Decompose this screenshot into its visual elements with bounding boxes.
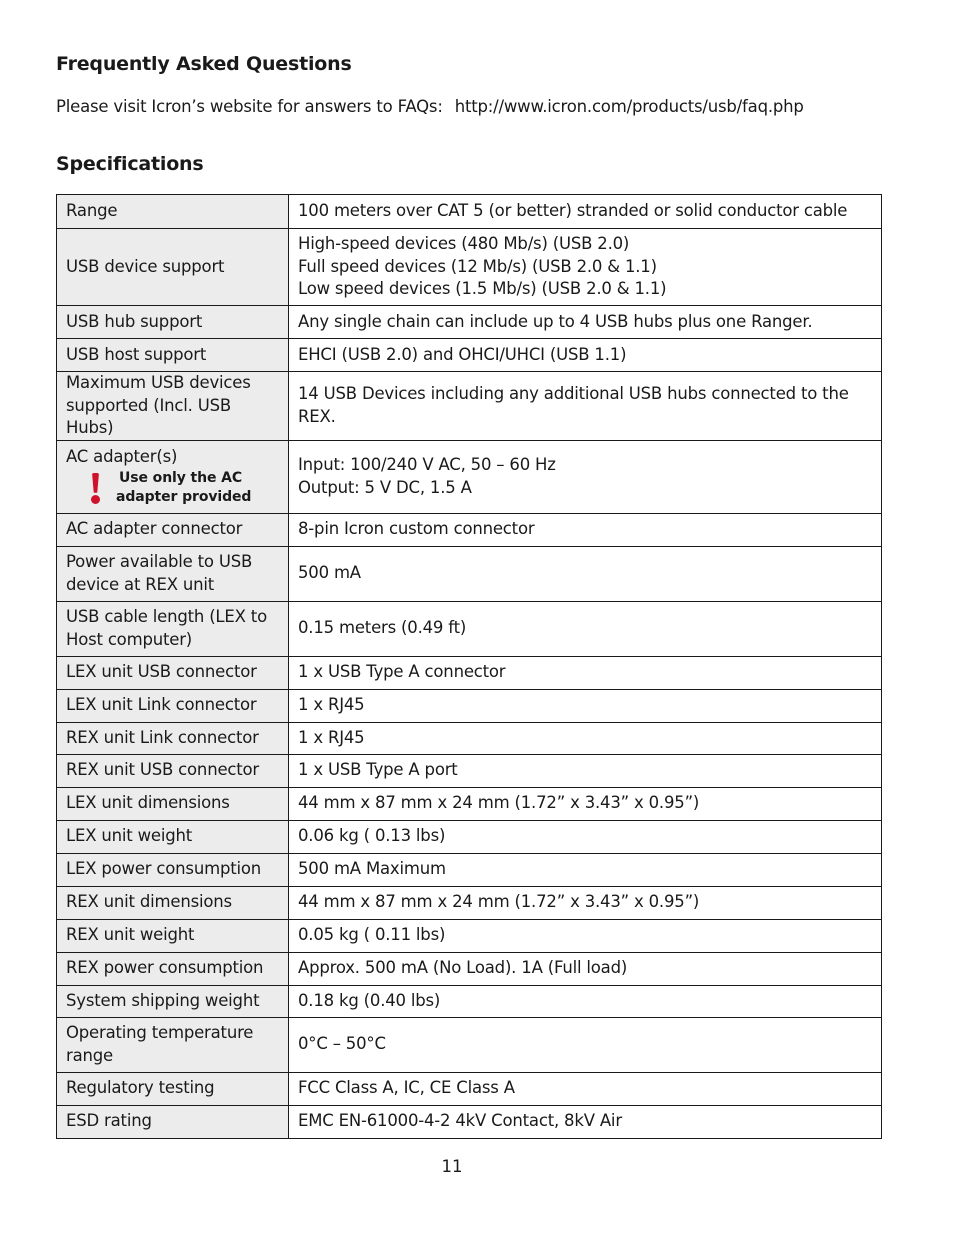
spec-label-line: supported (Incl. USB Hubs) [66,395,231,437]
spec-value-line: 1 x RJ45 [298,695,365,715]
faq-url-link[interactable]: http://www.icron.com/products/usb/faq.php [454,97,804,116]
spec-value-cell [289,886,882,919]
spec-label-cell [57,1105,289,1138]
spec-value-line: 44 mm x 87 mm x 24 mm (1.72” x 3.43” x 0.95”) [298,892,700,912]
spec-label-cell [57,546,289,601]
spec-row [57,853,882,886]
spec-value-cell [289,546,882,601]
specifications-heading: Specifications [56,153,204,175]
spec-value-cell [289,985,882,1017]
spec-value-cell [289,689,882,722]
spec-label-cell [57,820,289,853]
spec-label-cell [57,440,289,513]
spec-label-cell [57,853,289,886]
spec-row [57,952,882,985]
spec-value-line: Full speed devices (12 Mb/s) (USB 2.0 & 1.1) [298,256,657,276]
spec-value-line: Low speed devices (1.5 Mb/s) (USB 2.0 & 1.1) [298,279,667,299]
spec-label-cell [57,1017,289,1072]
spec-value-cell [289,787,882,820]
spec-label-cell [57,229,289,306]
spec-label-line: USB host support [66,344,207,364]
spec-value-line: 1 x USB Type A port [298,760,458,780]
spec-row [57,787,882,820]
spec-label-line: device at REX unit [66,574,215,594]
spec-row [57,372,882,441]
spec-label-line: USB cable length (LEX to [66,607,267,626]
spec-label-cell [57,754,289,787]
spec-label-line: System shipping weight [66,990,260,1010]
spec-value-line: 1 x USB Type A connector [298,662,506,682]
spec-value-line: Any single chain can include up to 4 USB hubs plus one Ranger. [298,311,813,331]
spec-label-cell [57,372,289,441]
spec-label-line: REX unit Link connector [66,727,259,747]
spec-row [57,754,882,787]
spec-value-cell [289,853,882,886]
spec-label-line: range [66,1045,113,1065]
spec-value-cell [289,339,882,372]
spec-value-cell [289,754,882,787]
spec-row [57,985,882,1017]
faq-text: Please visit Icron’s website for answers to FAQs: [56,97,443,116]
spec-label-cell [57,656,289,689]
spec-label-cell [57,985,289,1017]
spec-value-cell [289,952,882,985]
spec-label-cell [57,195,289,229]
spec-value-cell [289,513,882,546]
spec-label-cell [57,952,289,985]
spec-value-cell [289,722,882,754]
spec-value-cell [289,656,882,689]
spec-value-line: High-speed devices (480 Mb/s) (USB 2.0) [298,234,630,254]
spec-label-line: USB hub support [66,311,203,331]
spec-value-cell [289,306,882,339]
warning-text [116,469,251,507]
spec-value-line: 0.06 kg ( 0.13 lbs) [298,826,446,846]
spec-value-line: Approx. 500 mA (No Load). 1A (Full load) [298,958,628,978]
spec-label-line: LEX unit Link connector [66,695,257,715]
spec-label-cell [57,886,289,919]
spec-row [57,1017,882,1072]
spec-label-line: Host computer) [66,629,193,649]
spec-label-line: AC adapter(s) [66,447,178,467]
spec-value-cell [289,919,882,952]
spec-value-line: 0.05 kg ( 0.11 lbs) [298,925,446,945]
spec-row [57,546,882,601]
spec-value-cell [289,229,882,306]
spec-label-line: LEX unit weight [66,826,193,846]
spec-value-cell [289,1105,882,1138]
spec-row [57,1105,882,1138]
spec-value-line: EMC EN-61000-4-2 4kV Contact, 8kV Air [298,1111,622,1131]
spec-value-cell [289,1072,882,1105]
spec-value-line: 500 mA Maximum [298,859,446,879]
spec-value-line: 100 meters over CAT 5 (or better) stranded or solid conductor cable [298,201,848,221]
spec-row [57,820,882,853]
spec-value-line: Input: 100/240 V AC, 50 – 60 Hz [298,455,556,474]
page-number: 11 [441,1157,463,1176]
spec-label-line: Regulatory testing [66,1078,215,1098]
spec-value-line: 0°C – 50°C [298,1034,386,1054]
spec-row [57,656,882,689]
spec-label-line: LEX unit USB connector [66,662,257,682]
spec-label-line: AC adapter connector [66,519,243,539]
spec-value-cell [289,601,882,656]
spec-label-line: REX unit weight [66,925,195,945]
spec-label-line: Range [66,201,118,221]
spec-row [57,1072,882,1105]
warning-exclamation-icon [88,471,104,505]
spec-value-line: FCC Class A, IC, CE Class A [298,1078,515,1098]
spec-value-line: EHCI (USB 2.0) and OHCI/UHCI (USB 1.1) [298,344,627,364]
spec-label-cell [57,601,289,656]
spec-label-line: LEX power consumption [66,859,262,879]
spec-label-cell [57,919,289,952]
spec-value-cell [289,440,882,513]
spec-label-cell [57,787,289,820]
spec-row [57,886,882,919]
spec-label-line: LEX unit dimensions [66,793,230,813]
spec-label-line: ESD rating [66,1111,152,1131]
spec-value-cell [289,1017,882,1072]
spec-label-line: Maximum USB devices [66,373,251,392]
spec-label-cell [57,339,289,372]
warning-text-line: adapter provided [116,488,252,505]
spec-label-line: REX unit dimensions [66,892,232,912]
spec-value-line: 14 USB Devices including any additional USB hubs connected to the REX. [298,384,849,426]
spec-row [57,306,882,339]
spec-label-cell [57,689,289,722]
spec-value-cell [289,195,882,229]
spec-value-cell [289,820,882,853]
spec-row [57,195,882,229]
spec-label-line: Operating temperature [66,1023,254,1042]
spec-row [57,601,882,656]
spec-value-line: 1 x RJ45 [298,727,365,747]
spec-label-line: REX unit USB connector [66,760,260,780]
spec-label-line: Power available to USB [66,552,253,571]
spec-value-line: 8-pin Icron custom connector [298,519,535,539]
spec-row [57,513,882,546]
spec-value-line: 0.15 meters (0.49 ft) [298,618,467,638]
faq-heading: Frequently Asked Questions [56,53,352,75]
spec-label-cell [57,1072,289,1105]
warning-text-line: Use only the AC [119,469,243,486]
adapter-warning [66,469,279,507]
spec-label-cell [57,306,289,339]
spec-row [57,919,882,952]
spec-value-cell [289,372,882,441]
faq-paragraph [56,97,804,116]
spec-row [57,339,882,372]
spec-label-line: REX power consumption [66,958,264,978]
spec-value-line: Output: 5 V DC, 1.5 A [298,477,472,497]
spec-row [57,229,882,306]
spec-label-cell [57,513,289,546]
spec-value-line: 500 mA [298,563,361,583]
spec-label-line: USB device support [66,256,225,276]
spec-value-line: 44 mm x 87 mm x 24 mm (1.72” x 3.43” x 0.95”) [298,793,700,813]
spec-row [57,440,882,513]
spec-row [57,689,882,722]
specifications-table [56,194,882,1139]
spec-value-line: 0.18 kg (0.40 lbs) [298,990,441,1010]
spec-row [57,722,882,754]
spec-label-cell [57,722,289,754]
